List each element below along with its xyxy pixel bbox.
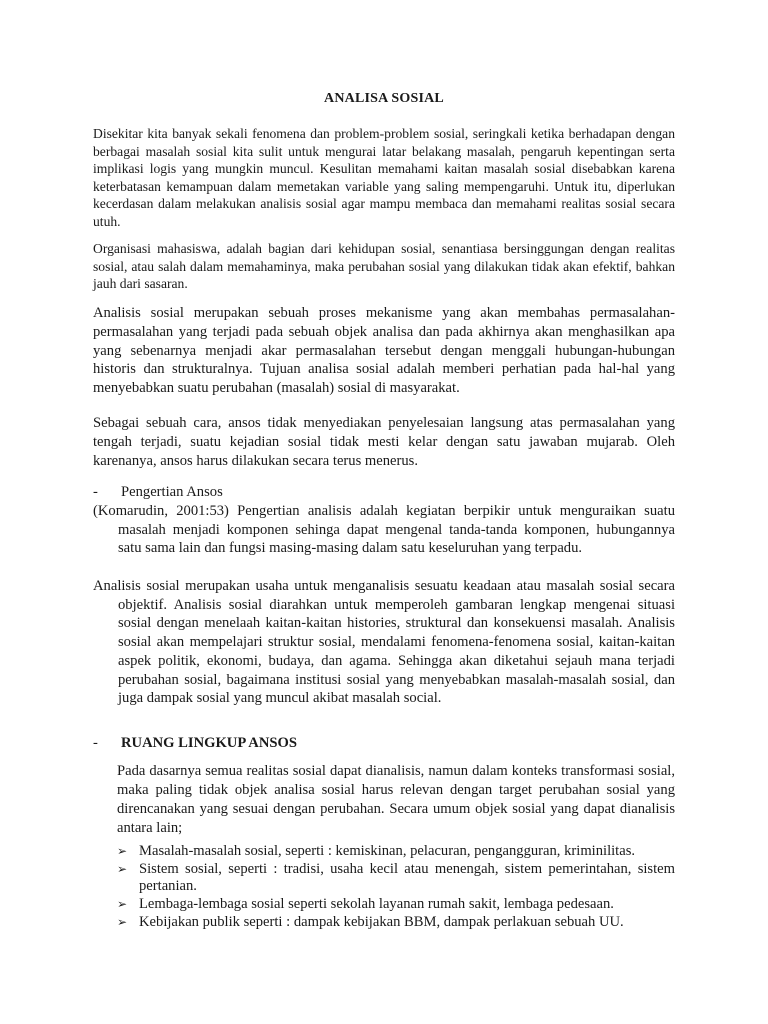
arrow-bullet-icon: ➢ (117, 844, 128, 858)
section-pengertian-heading (93, 483, 675, 502)
dash-marker: - (93, 735, 98, 751)
paragraph-ruang-lingkup: Pada dasarnya semua realitas sosial dapat dianalisis, namun dalam konteks transformasi sosial, maka paling tidak objek analisa sosial harus relevan dengan target perubahan sosial yang direncanakan yang sesuai dengan perubahan. Secara umum objek sosial yang dapat dianalisis antara lain; (117, 763, 675, 836)
arrow-bullet-icon: ➢ (117, 861, 128, 876)
list-item-text: Masalah-masalah sosial, seperti : kemiskinan, pelacuran, pengangguran, kriminilitas. (139, 843, 636, 859)
paragraph-sebagai-cara: Sebagai sebuah cara, ansos tidak menyediakan penyelesaian langsung atas permasalahan yang tengah terjadi, suatu kejadian sosial tidak mesti kelar dengan satu jawaban mujarab. Oleh karenanya, ansos harus dilakukan secara terus menerus. (93, 415, 675, 469)
definition-analisis-sosial: Analisis sosial merupakan usaha untuk menganalisis sesuatu keadaan atau masalah sosial secara objektif. Analisis sosial diarahkan untuk memperoleh gambaran lengkap mengenai situasi sosial dengan menelaah kaitan-kaitan histories, struktural dan konsekuensi masalah. Analisis sosial akan mempelajari struktur sosial, mendalami fenomena-fenomena sosial, kaitan-kaitan aspek politik, ekonomi, budaya, dan agama. Sehingga akan diketahui sejauh mana terjadi perubahan sosial, bagaimana institusi sosial yang menyebabkan masalah-masalah sosial, dan juga dampak sosial yang muncul akibat masalah social. (93, 578, 675, 707)
paragraph-analisis-definisi: Analisis sosial merupakan sebuah proses mekanisme yang akan membahas permasalahan-permasalahan yang terjadi pada sebuah objek analisa dan pada akhirnya akan menghasilkan apa yang sebenarnya menjadi akar permasalahan tersebut dengan menggali hubungan-hubungan historis dan strukturalnya. Tujuan analisa sosial adalah memberi perhatian pada hal-hal yang menyebabkan suatu perubahan (masalah) sosial di masyarakat. (93, 305, 675, 397)
document-title: ANALISA SOSIAL (324, 91, 444, 106)
definition-komarudin: (Komarudin, 2001:53) Pengertian analisis adalah kegiatan berpikir untuk menguraikan suatu masalah menjadi komponen sehinga dapat mengenal tanda-tanda komponen, hubungannya satu sama lain dan fungsi masing-masing dalam satu keseluruhan yang terpadu. (93, 503, 675, 557)
paragraph-organisasi: Organisasi mahasiswa, adalah bagian dari kehidupan sosial, senantiasa bersinggungan dengan realitas sosial, atau salah dalam memahaminya, maka perubahan sosial yang dilakukan tidak akan efektif, bahkan jauh dari sasaran. (93, 241, 675, 291)
arrow-bullet-icon: ➢ (117, 915, 128, 930)
list-item (117, 861, 675, 896)
list-item (117, 914, 675, 931)
object-list (117, 843, 675, 932)
list-item (117, 896, 675, 913)
section-heading-label: RUANG LINGKUP ANSOS (121, 735, 297, 751)
arrow-bullet-icon: ➢ (117, 897, 128, 912)
section-heading-label: Pengertian Ansos (121, 484, 223, 500)
list-item-text: Sistem sosial, seperti : tradisi, usaha kecil atau menengah, sistem pemerintahan, sistem pertanian. (139, 860, 675, 895)
section-ruang-lingkup-heading (93, 734, 675, 753)
list-item-text: Lembaga-lembaga sosial seperti sekolah layanan rumah sakit, lembaga pedesaan. (139, 896, 614, 913)
dash-marker: - (93, 484, 98, 500)
list-item (117, 843, 675, 860)
paragraph-intro: Disekitar kita banyak sekali fenomena dan problem-problem sosial, seringkali ketika berhadapan dengan berbagai masalah sosial kita sulit untuk mengurai latar belakang masalah, pengaruh kepentingan serta implikasi logis yang mungkin muncul. Kesulitan memahami kaitan masalah sosial disebabkan karena keterbatasan kemampuan dalam memetakan variable yang saling mempengaruhi. Untuk itu, diperlukan kecerdasan dalam melakukan analisis sosial agar mampu membaca dan memahami realitas sosial secara utuh. (93, 126, 675, 229)
list-item-text: Kebijakan publik seperti : dampak kebijakan BBM, dampak perlakuan sebuah UU. (139, 914, 624, 931)
